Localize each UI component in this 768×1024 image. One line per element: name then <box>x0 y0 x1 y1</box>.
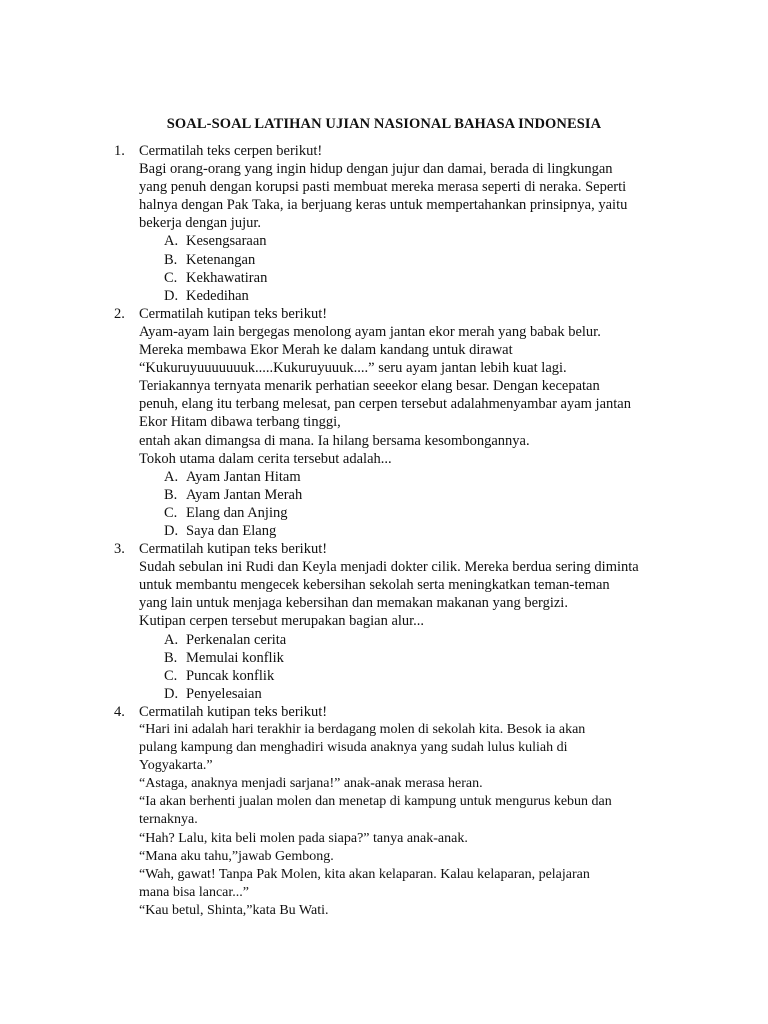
question-text-line: Tokoh utama dalam cerita tersebut adalah... <box>139 450 392 467</box>
question-instruction: Cermatilah kutipan teks berikut! <box>139 703 328 720</box>
question-text-line: halnya dengan Pak Taka, ia berjuang keras untuk mempertahankan prinsipnya, yaitu <box>139 197 628 214</box>
question-instruction: Cermatilah kutipan teks berikut! <box>139 541 328 558</box>
document-title: SOAL-SOAL LATIHAN UJIAN NASIONAL BAHASA INDONESIA <box>166 116 602 132</box>
question-item <box>0 305 768 540</box>
question-text-line: “Ia akan berhenti jualan molen dan menetap di kampung untuk mengurus kebun dan <box>139 794 612 810</box>
question-number: 2. <box>114 305 125 322</box>
question-text-line: entah akan dimangsa di mana. Ia hilang bersama kesombongannya. <box>139 432 530 449</box>
question-text-line: pulang kampung dan menghadiri wisuda anaknya yang sudah lulus kuliah di <box>139 740 568 756</box>
answer-option <box>164 251 698 269</box>
option-letter: D. <box>164 522 179 539</box>
question-text-line: yang penuh dengan korupsi pasti membuat mereka merasa seperti di neraka. Seperti <box>139 179 627 196</box>
option-letter: A. <box>164 468 179 485</box>
option-text: Ketenangan <box>186 251 256 268</box>
question-text-line: Ayam-ayam lain bergegas menolong ayam jantan ekor merah yang babak belur. <box>139 323 601 340</box>
option-letter: D. <box>164 685 179 702</box>
answer-option <box>164 486 698 504</box>
option-letter: B. <box>164 486 178 503</box>
question-text-line: “Wah, gawat! Tanpa Pak Molen, kita akan kelaparan. Kalau kelaparan, pelajaran <box>139 866 590 882</box>
answer-options <box>139 232 698 304</box>
question-text-line: Kutipan cerpen tersebut merupakan bagian alur... <box>139 613 425 630</box>
question-text-line: Yogyakarta.” <box>139 758 213 774</box>
option-text: Ayam Jantan Merah <box>186 486 303 503</box>
option-letter: B. <box>164 251 178 268</box>
question-text-line: “Hah? Lalu, kita beli molen pada siapa?” tanya anak-anak. <box>139 830 468 846</box>
answer-option <box>164 667 698 685</box>
option-letter: C. <box>164 504 178 521</box>
question-text-line: “Hari ini adalah hari terakhir ia berdagang molen di sekolah kita. Besok ia akan <box>139 722 586 737</box>
option-letter: C. <box>164 269 178 286</box>
question-text-line: ternaknya. <box>139 812 198 828</box>
question-text-line: “Astaga, anaknya menjadi sarjana!” anak-anak merasa heran. <box>139 776 483 792</box>
option-text: Perkenalan cerita <box>186 631 287 648</box>
question-instruction: Cermatilah teks cerpen berikut! <box>139 143 323 159</box>
question-text-line: Ekor Hitam dibawa terbang tinggi, <box>139 414 341 431</box>
option-text: Penyelesaian <box>186 685 262 702</box>
question-text-line: “Kukuruyuuuuuuuk.....Kukuruyuuuk....” seru ayam jantan lebih kuat lagi. <box>139 360 567 377</box>
option-text: Elang dan Anjing <box>186 504 288 521</box>
option-letter: A. <box>164 631 179 648</box>
question-item <box>0 703 768 920</box>
answer-option <box>164 522 698 540</box>
question-item <box>0 540 768 703</box>
option-text: Memulai konflik <box>186 649 284 666</box>
answer-option <box>164 649 698 667</box>
question-list <box>0 142 768 920</box>
option-letter: C. <box>164 667 178 684</box>
answer-option <box>164 287 698 305</box>
option-text: Kesengsaraan <box>186 233 267 250</box>
question-item <box>0 142 768 305</box>
answer-option <box>164 504 698 522</box>
question-text-line: penuh, elang itu terbang melesat, pan cerpen tersebut adalahmenyambar ayam jantan <box>139 396 631 413</box>
answer-options <box>139 631 698 703</box>
option-text: Puncak konflik <box>186 667 275 684</box>
option-text: Saya dan Elang <box>186 522 277 539</box>
question-instruction: Cermatilah kutipan teks berikut! <box>139 305 328 322</box>
question-text-line: mana bisa lancar...” <box>139 884 250 900</box>
question-text-line: Sudah sebulan ini Rudi dan Keyla menjadi dokter cilik. Mereka berdua sering diminta <box>139 559 639 576</box>
answer-option <box>164 232 698 250</box>
question-text-line: “Mana aku tahu,”jawab Gembong. <box>139 848 334 864</box>
option-letter: B. <box>164 649 178 666</box>
question-text-line: Bagi orang-orang yang ingin hidup dengan jujur dan damai, berada di lingkungan <box>139 161 613 178</box>
answer-option <box>164 269 698 287</box>
answer-options <box>139 468 698 540</box>
question-number: 4. <box>114 703 125 720</box>
option-letter: A. <box>164 233 179 250</box>
question-text-line: Mereka membawa Ekor Merah ke dalam kandang untuk dirawat <box>139 342 513 359</box>
option-text: Ayam Jantan Hitam <box>186 468 301 485</box>
answer-option <box>164 468 698 486</box>
question-number: 3. <box>114 541 125 558</box>
question-text-line: bekerja dengan jujur. <box>139 215 261 232</box>
option-text: Kededihan <box>186 287 249 304</box>
question-text-line: untuk membantu mengecek kebersihan sekolah serta meningkatkan teman-teman <box>139 577 610 594</box>
answer-option <box>164 631 698 649</box>
answer-option <box>164 685 698 703</box>
option-text: Kekhawatiran <box>186 269 268 286</box>
option-letter: D. <box>164 287 179 304</box>
question-number: 1. <box>114 143 125 159</box>
question-text-line: yang lain untuk menjaga kebersihan dan memakan makanan yang bergizi. <box>139 595 568 612</box>
question-text-line: “Kau betul, Shinta,”kata Bu Wati. <box>139 902 329 918</box>
question-text-line: Teriakannya ternyata menarik perhatian seeekor elang besar. Dengan kecepatan <box>139 378 600 395</box>
